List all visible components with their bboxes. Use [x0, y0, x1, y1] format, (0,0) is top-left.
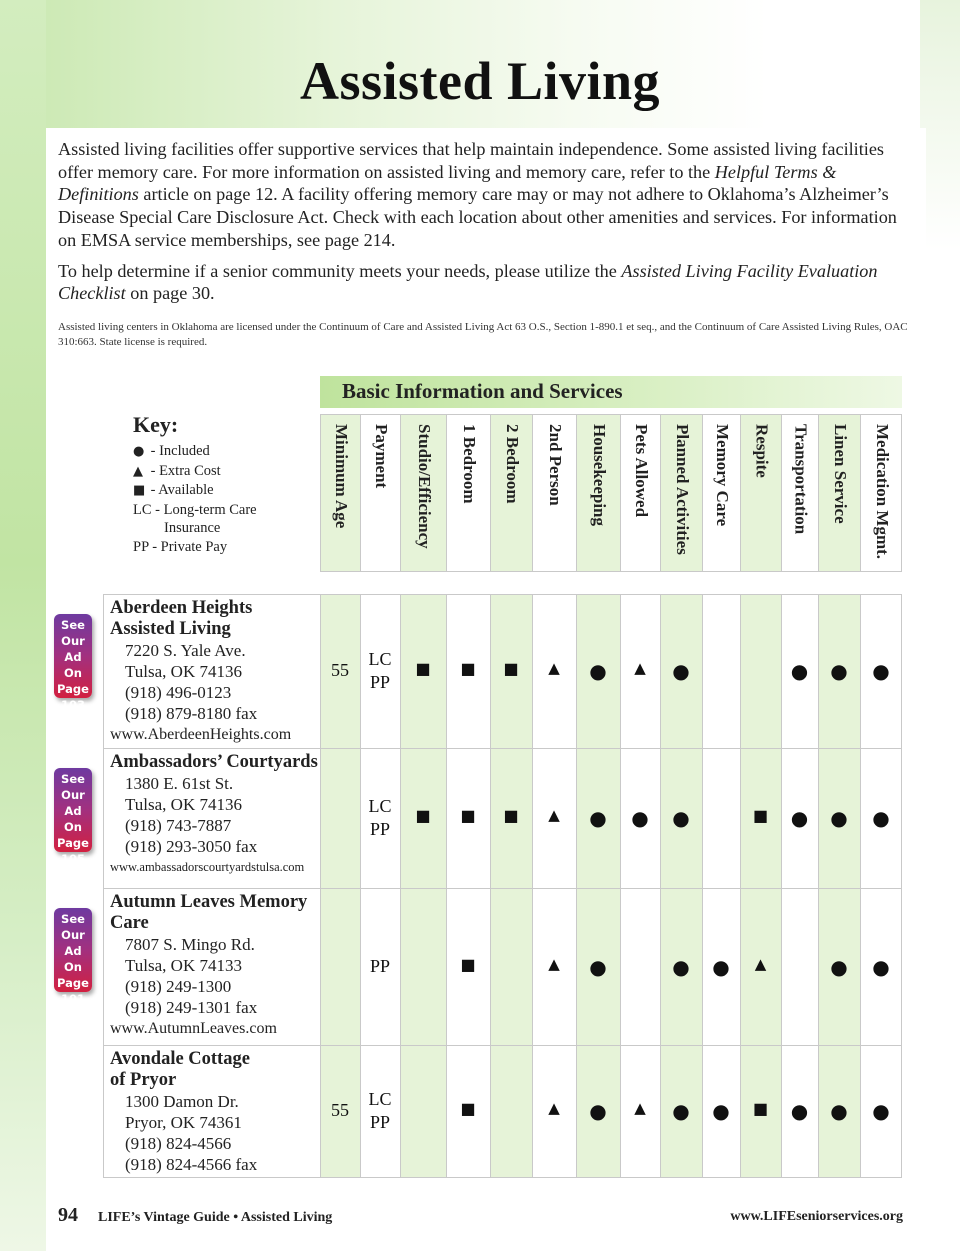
facility-city: Pryor, OK 74361 [125, 1113, 242, 1132]
key-title: Key: [133, 412, 179, 437]
intro-p2-text-2: on page 30. [125, 283, 215, 304]
circle-icon: ● [672, 1099, 690, 1123]
facility-address: 7220 S. Yale Ave. [125, 641, 246, 660]
circle-icon: ● [712, 1099, 730, 1123]
facility-fax: (918) 879-8180 fax [125, 704, 258, 723]
badge-line: Our [61, 788, 85, 802]
table-cell-bg [400, 1045, 447, 1177]
facility-name: Autumn Leaves Memory [110, 892, 308, 912]
key-item-included [133, 442, 257, 462]
intro-paragraph-1 [58, 138, 908, 252]
table-cell-bg [702, 594, 741, 748]
key-label: Insurance [164, 520, 221, 536]
guide-title: LIFE’s Vintage Guide • Assisted Living [98, 1210, 333, 1225]
circle-icon: ● [790, 1099, 809, 1123]
circle-icon: ● [790, 659, 809, 683]
circle-icon: ● [872, 806, 890, 830]
payment-line: LC [368, 1089, 392, 1109]
key-item-extra-cost [133, 462, 257, 482]
column-header-1-bedroom [446, 414, 491, 572]
see-our-ad-badge[interactable] [54, 614, 92, 712]
facility-phone: (918) 743-7887 [125, 816, 232, 835]
column-header-label: 2nd Person [546, 424, 565, 506]
triangle-icon: ▲ [133, 463, 143, 479]
intro-p1-text-2: article on page 12. A facility offering memory care may or may not adhere to Oklahoma’s Alzheimer’s Disease Special Care Disclosure Act. Check with each location about other amenities and services. For information on EMSA service memberships, see page 214. [58, 184, 897, 250]
facility-website-link[interactable]: www.AutumnLeaves.com [110, 1020, 277, 1037]
intro-p2-text: To help determine if a senior community meets your needs, please utilize the [58, 260, 622, 281]
key-item-lc-cont [133, 519, 257, 538]
column-header-label: Pets Allowed [632, 424, 651, 518]
column-header-label: Payment [372, 424, 391, 489]
badge-line: Ad On [64, 944, 82, 974]
circle-icon: ● [589, 1099, 607, 1123]
badge-line: 103 [60, 698, 85, 712]
column-header-label: Housekeeping [590, 424, 609, 527]
page-number: 94 [58, 1204, 78, 1226]
square-icon: ■ [752, 1099, 769, 1118]
payment-value [360, 1088, 400, 1134]
square-icon: ■ [460, 1099, 476, 1118]
circle-icon: ● [790, 806, 809, 830]
key-label: - Extra Cost [147, 462, 221, 479]
badge-line: Ad On [64, 804, 82, 834]
left-margin-background [0, 0, 46, 1251]
table-cell-bg [320, 748, 361, 888]
badge-line: Page [57, 836, 89, 850]
key-item-lc [133, 501, 257, 520]
facility-info-autumn-leaves [110, 892, 307, 1039]
key-label: - Included [147, 443, 210, 459]
square-icon: ■ [460, 659, 476, 678]
payment-line: PP [369, 1112, 391, 1132]
see-our-ad-badge[interactable] [54, 768, 92, 866]
badge-line: 105 [60, 852, 85, 866]
intro-text [58, 138, 908, 313]
column-header-memory-care [702, 414, 741, 572]
facility-website-link[interactable]: www.AberdeenHeights.com [110, 726, 292, 743]
circle-icon: ● [133, 444, 145, 459]
facility-city: Tulsa, OK 74133 [125, 956, 242, 975]
page-title: Assisted Living [299, 51, 661, 111]
facility-address: 1380 E. 61st St. [125, 774, 234, 793]
circle-icon: ● [830, 955, 848, 979]
see-our-ad-badge[interactable] [54, 908, 92, 1006]
facility-name: Avondale Cottage [110, 1049, 250, 1069]
key-item-pp [133, 538, 257, 557]
column-header-label: Planned Activities [673, 424, 692, 555]
badge-line: Ad On [64, 650, 82, 680]
triangle-icon: ▲ [548, 955, 560, 973]
facility-fax: (918) 293-3050 fax [125, 837, 258, 856]
min-age-value: 55 [331, 1100, 349, 1120]
column-header-transportation [781, 414, 819, 572]
payment-line: PP [369, 672, 391, 692]
circle-icon: ● [589, 659, 607, 683]
column-header-payment [360, 414, 401, 572]
column-header-medication-mgmt [860, 414, 903, 572]
column-header-studio-efficiency [400, 414, 447, 572]
square-icon: ■ [503, 659, 519, 678]
table-cell-bg [490, 1045, 533, 1177]
facility-website-link[interactable]: www.ambassadorscourtyardstulsa.com [110, 860, 305, 874]
footer-left [58, 1204, 332, 1227]
key-label: LC - Long-term Care [133, 501, 257, 518]
facility-fax: (918) 824-4566 fax [125, 1155, 258, 1174]
facility-address: 1300 Damon Dr. [125, 1092, 239, 1111]
payment-value [360, 648, 400, 694]
intro-paragraph-2 [58, 260, 908, 305]
triangle-icon: ▲ [754, 955, 767, 973]
facility-info-avondale [110, 1049, 257, 1175]
badge-line: See [61, 912, 85, 926]
column-header-minimum-age [320, 414, 361, 572]
table-cell-bg [400, 888, 447, 1045]
facility-fax: (918) 249-1301 fax [125, 998, 258, 1017]
table-cell-bg [620, 888, 661, 1045]
column-header-label: 1 Bedroom [460, 424, 479, 504]
payment-value [360, 955, 400, 978]
column-header-pets-allowed [620, 414, 661, 572]
checklist-reference: Assisted Living Facility Evaluation Checklist [58, 260, 878, 304]
key-label: PP - Private Pay [133, 538, 228, 555]
payment-line: PP [369, 819, 391, 839]
table-cell-bg [740, 594, 782, 748]
circle-icon: ● [631, 806, 649, 830]
square-icon: ■ [133, 483, 146, 498]
helpful-terms-reference: Helpful Terms & Definitions [58, 161, 837, 205]
circle-icon: ● [672, 955, 690, 979]
badge-line: Our [61, 634, 85, 648]
facility-phone: (918) 249-1300 [125, 977, 232, 996]
column-header-label: 2 Bedroom [503, 424, 522, 504]
facility-name: Ambassadors’ Courtyards [110, 752, 318, 772]
facility-phone: (918) 824-4566 [125, 1134, 232, 1153]
facility-name: Aberdeen Heights [110, 598, 253, 618]
column-header-label: Transportation [791, 424, 811, 535]
badge-line: Our [61, 928, 85, 942]
legend-key [133, 412, 257, 556]
circle-icon: ● [672, 659, 690, 683]
circle-icon: ● [589, 955, 607, 979]
column-header-label: Linen Service [831, 424, 850, 524]
column-header-linen-service [818, 414, 861, 572]
facility-city: Tulsa, OK 74136 [125, 662, 242, 681]
table-cell-bg [320, 888, 361, 1045]
triangle-icon: ▲ [548, 806, 560, 824]
table-cell-bg [490, 888, 533, 1045]
triangle-icon: ▲ [548, 659, 560, 677]
key-item-available [133, 481, 257, 501]
column-header-housekeeping [576, 414, 621, 572]
circle-icon: ● [589, 806, 607, 830]
square-icon: ■ [415, 806, 431, 825]
circle-icon: ● [712, 955, 730, 979]
facility-name-cont: Care [110, 913, 149, 933]
triangle-icon: ▲ [634, 659, 646, 677]
column-header-respite [740, 414, 782, 572]
facility-info-ambassadors [110, 752, 318, 878]
column-header-label: Minimum Age [332, 424, 351, 529]
column-header-label: Respite [752, 424, 772, 478]
circle-icon: ● [830, 659, 848, 683]
square-icon: ■ [415, 659, 431, 678]
triangle-icon: ▲ [634, 1099, 646, 1117]
circle-icon: ● [872, 955, 890, 979]
column-header-2nd-person [532, 414, 577, 572]
badge-line: See [61, 618, 85, 632]
payment-line: LC [368, 649, 392, 669]
facility-address: 7807 S. Mingo Rd. [125, 935, 255, 954]
payment-value [360, 795, 400, 841]
facility-phone: (918) 496-0123 [125, 683, 232, 702]
license-footnote: Assisted living centers in Oklahoma are licensed under the Continuum of Care and Assisted Living Act 63 O.S., Section 1-890.1 et seq., and the Continuum of Care Assisted Living Rules, OAC 310:663. State license is required. [58, 321, 908, 348]
column-header-planned-activities [660, 414, 703, 572]
min-age-value: 55 [331, 660, 349, 680]
circle-icon: ● [872, 659, 890, 683]
circle-icon: ● [830, 1099, 848, 1123]
intro-p1-text: Assisted living facilities offer supportive services that help maintain independence. Some assisted living facilities offer memory care. For more information on assisted living and memory care, refer to the [58, 139, 884, 182]
column-header-label: Memory Care [713, 424, 732, 527]
triangle-icon: ▲ [548, 1099, 560, 1117]
square-icon: ■ [503, 806, 519, 825]
facility-city: Tulsa, OK 74136 [125, 795, 242, 814]
section-title: Basic Information and Services [342, 379, 623, 403]
square-icon: ■ [460, 806, 476, 825]
payment-line: PP [369, 956, 391, 976]
circle-icon: ● [830, 806, 848, 830]
column-header-2-bedroom [490, 414, 533, 572]
table-cell-bg [702, 748, 741, 888]
badge-line: Page [57, 682, 89, 696]
badge-line: See [61, 772, 85, 786]
right-margin-background [920, 0, 960, 1251]
column-header-label: Studio/Efficiency [415, 424, 434, 549]
badge-line: Page [57, 976, 89, 990]
payment-line: LC [368, 796, 392, 816]
key-label: - Available [147, 482, 214, 498]
footer-website[interactable]: www.LIFEseniorservices.org [730, 1209, 903, 1224]
facility-info-aberdeen [110, 598, 291, 745]
square-icon: ■ [752, 806, 769, 825]
circle-icon: ● [872, 1099, 890, 1123]
square-icon: ■ [460, 955, 476, 974]
facility-name-cont: Assisted Living [110, 619, 231, 639]
facility-name-cont: of Pryor [110, 1070, 177, 1090]
badge-line: 101 [60, 992, 85, 1006]
table-cell-bg [781, 888, 819, 1045]
circle-icon: ● [672, 806, 690, 830]
column-header-label: Medication Mgmt. [873, 424, 892, 560]
